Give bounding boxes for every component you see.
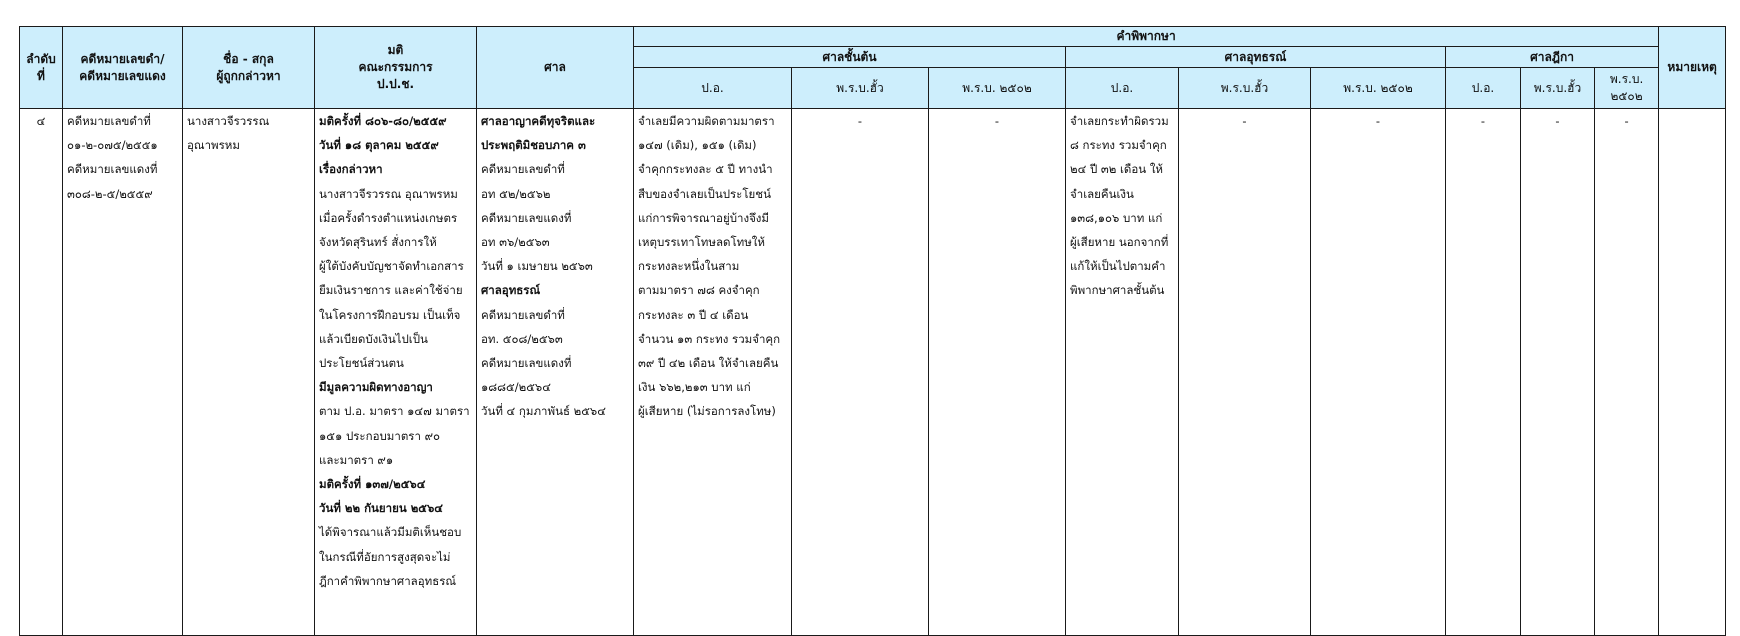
header-resolution: มติ คณะกรรมการ ป.ป.ช. bbox=[315, 27, 477, 109]
cell-line: อท. ๕๐๘/๒๕๖๓ bbox=[481, 331, 563, 346]
cell-line: จำเลยกระทำผิดรวม bbox=[1070, 114, 1169, 128]
cell-court bbox=[477, 109, 634, 636]
cell-line: ศาลอาญาคดีทุจริตและ bbox=[481, 114, 596, 128]
cell-line: นางสาวจีรวรรณ อุณาพรหม bbox=[319, 186, 458, 201]
cell-line: ในกรณีที่อัยการสูงสุดจะไม่ bbox=[319, 549, 451, 564]
header-appeal-pao: ป.อ. bbox=[1066, 68, 1179, 109]
table-row bbox=[20, 109, 1726, 636]
cell-line: ศาลอุทธรณ์ bbox=[481, 283, 541, 298]
cell-case-no: คดีหมายเลขดำที่ ๐๑-๒-๐๗๕/๒๕๕๑ คดีหมายเลขแดงที่ ๓๐๘-๒-๕/๒๕๕๙ bbox=[63, 109, 183, 636]
cell-line: สืบของจำเลยเป็นประโยชน์ bbox=[638, 186, 771, 201]
cell-line: และมาตรา ๙๑ bbox=[319, 452, 394, 467]
cell-line: ๘ กระทง รวมจำคุก bbox=[1070, 138, 1167, 153]
cell-line: วันที่ ๒๒ กันยายน ๒๕๖๔ bbox=[319, 501, 443, 516]
cell-line: พิพากษาศาลชั้นต้น bbox=[1070, 283, 1165, 298]
cell-line: ประพฤติมิชอบภาค ๓ bbox=[481, 138, 586, 153]
cell-line: จำนวน ๑๓ กระทง รวมจำคุก bbox=[638, 331, 781, 346]
header-no: ลำดับ ที่ bbox=[20, 27, 63, 109]
cell-line: จำเลยคืนเงิน bbox=[1070, 186, 1134, 201]
cell-line: วันที่ ๔ กุมภาพันธ์ ๒๕๖๔ bbox=[481, 404, 606, 419]
cell-line: ตามมาตรา ๗๘ คงจำคุก bbox=[638, 283, 760, 298]
header-first-pru1: พ.ร.บ.ฮั้ว bbox=[792, 68, 929, 109]
header-court-appeal: ศาลอุทธรณ์ bbox=[1066, 47, 1446, 68]
header-case-no: คดีหมายเลขดำ/ คดีหมายเลขแดง bbox=[63, 27, 183, 109]
cell-line: มีมูลความผิดทางอาญา bbox=[319, 380, 433, 395]
cell-line: ยืมเงินราชการ และค่าใช้จ่าย bbox=[319, 283, 463, 298]
header-court-first: ศาลชั้นต้น bbox=[634, 47, 1066, 68]
cell-line: แก้ให้เป็นไปตามคำ bbox=[1070, 259, 1166, 274]
cell-line: ฎีกาคำพิพากษาศาลอุทธรณ์ bbox=[319, 573, 457, 588]
cell-line: วันที่ ๑๘ ตุลาคม ๒๕๕๙ bbox=[319, 138, 439, 153]
cell-supreme-pru1: - bbox=[1521, 109, 1595, 636]
header-first-pao: ป.อ. bbox=[634, 68, 792, 109]
cell-appeal-pao bbox=[1066, 109, 1179, 636]
cell-line: ๑๓๘,๑๐๖ บาท แก่ bbox=[1070, 210, 1163, 225]
cell-line: ผู้ใต้บังคับบัญชาจัดทำเอกสาร bbox=[319, 259, 464, 274]
header-judgment: คำพิพากษา bbox=[634, 27, 1659, 47]
cell-line: ๑๕๑ ประกอบมาตรา ๙๐ bbox=[319, 428, 441, 443]
header-court: ศาล bbox=[477, 27, 634, 109]
cell-appeal-pru2: - bbox=[1311, 109, 1446, 636]
cell-line: ๑๔๗ (เดิม), ๑๕๑ (เดิม) bbox=[638, 138, 757, 153]
cell-line: แล้วเบียดบังเงินไปเป็น bbox=[319, 331, 428, 346]
cell-line: คดีหมายเลขดำที่ bbox=[481, 307, 565, 322]
cell-first-pru2: - bbox=[929, 109, 1066, 636]
cell-line: อท ๕๒/๒๕๖๒ bbox=[481, 186, 551, 201]
cell-line: มติครั้งที่ ๘๐๖-๘๐/๒๕๕๙ bbox=[319, 114, 447, 128]
cell-line: ตาม ป.อ. มาตรา ๑๔๗ มาตรา bbox=[319, 404, 470, 419]
cell-line: ๒๔ ปี ๓๒ เดือน ให้ bbox=[1070, 162, 1164, 177]
cell-name: นางสาวจีรวรรณ อุณาพรหม bbox=[183, 109, 315, 636]
cell-line: ๓๙ ปี ๔๒ เดือน ให้จำเลยคืน bbox=[638, 356, 779, 371]
header-appeal-pru1: พ.ร.บ.ฮั้ว bbox=[1179, 68, 1311, 109]
cell-line: คดีหมายเลขแดงที่ bbox=[481, 210, 572, 225]
cell-first-pru1: - bbox=[792, 109, 929, 636]
header-name: ชื่อ - สกุล ผู้ถูกกล่าวหา bbox=[183, 27, 315, 109]
header-remarks: หมายเหตุ bbox=[1659, 27, 1726, 109]
cell-first-pao bbox=[634, 109, 792, 636]
cell-line: เมื่อครั้งดำรงตำแหน่งเกษตร bbox=[319, 210, 458, 225]
cell-line: มติครั้งที่ ๑๓๗/๒๕๖๔ bbox=[319, 477, 426, 492]
cell-line: ประโยชน์ส่วนตน bbox=[319, 356, 404, 371]
cell-line: จำคุกกระทงละ ๕ ปี ทางนำ bbox=[638, 162, 773, 177]
cell-resolution bbox=[315, 109, 477, 636]
cell-remarks bbox=[1659, 109, 1726, 636]
cell-line: จำเลยมีความผิดตามมาตรา bbox=[638, 114, 775, 128]
cell-line: ผู้เสียหาย (ไม่รอการลงโทษ) bbox=[638, 404, 776, 419]
header-first-pru2: พ.ร.บ. ๒๕๐๒ bbox=[929, 68, 1066, 109]
cell-line: ๑๘๘๕/๒๕๖๔ bbox=[481, 380, 551, 395]
header-supreme-pru3: พ.ร.บ. ๒๕๐๒ bbox=[1595, 68, 1659, 109]
cell-line: อท ๓๖/๒๕๖๓ bbox=[481, 235, 550, 250]
cell-line: ได้พิจารณาแล้วมีมติเห็นชอบ bbox=[319, 525, 462, 540]
header-supreme-pru1: พ.ร.บ.ฮั้ว bbox=[1521, 68, 1595, 109]
cell-supreme-pao: - bbox=[1446, 109, 1521, 636]
cell-no: ๔ bbox=[20, 109, 63, 636]
header-appeal-pru2: พ.ร.บ. ๒๕๐๒ bbox=[1311, 68, 1446, 109]
header-court-supreme: ศาลฎีกา bbox=[1446, 47, 1659, 68]
cell-line: ผู้เสียหาย นอกจากที่ bbox=[1070, 235, 1169, 250]
cell-line: เหตุบรรเทาโทษลดโทษให้ bbox=[638, 235, 765, 250]
cell-line: คดีหมายเลขดำที่ bbox=[481, 162, 565, 177]
cell-line: วันที่ ๑ เมษายน ๒๕๖๓ bbox=[481, 259, 593, 274]
cell-line: ในโครงการฝึกอบรม เป็นเท็จ bbox=[319, 307, 461, 322]
judgment-table-wrapper bbox=[19, 26, 1725, 636]
cell-line: กระทงละหนึ่งในสาม bbox=[638, 259, 740, 274]
cell-line: คดีหมายเลขแดงที่ bbox=[481, 356, 572, 371]
header-supreme-pao: ป.อ. bbox=[1446, 68, 1521, 109]
cell-line: แก่การพิจารณาอยู่บ้างจึงมี bbox=[638, 210, 770, 225]
cell-line: กระทงละ ๓ ปี ๔ เดือน bbox=[638, 307, 749, 322]
cell-line: เรื่องกล่าวหา bbox=[319, 162, 383, 177]
cell-line: จังหวัดสุรินทร์ สั่งการให้ bbox=[319, 235, 437, 250]
cell-line: เงิน ๖๖๒,๒๑๓ บาท แก่ bbox=[638, 380, 751, 395]
cell-supreme-pru2: - bbox=[1595, 109, 1659, 636]
judgment-table bbox=[19, 26, 1726, 636]
cell-appeal-pru1: - bbox=[1179, 109, 1311, 636]
